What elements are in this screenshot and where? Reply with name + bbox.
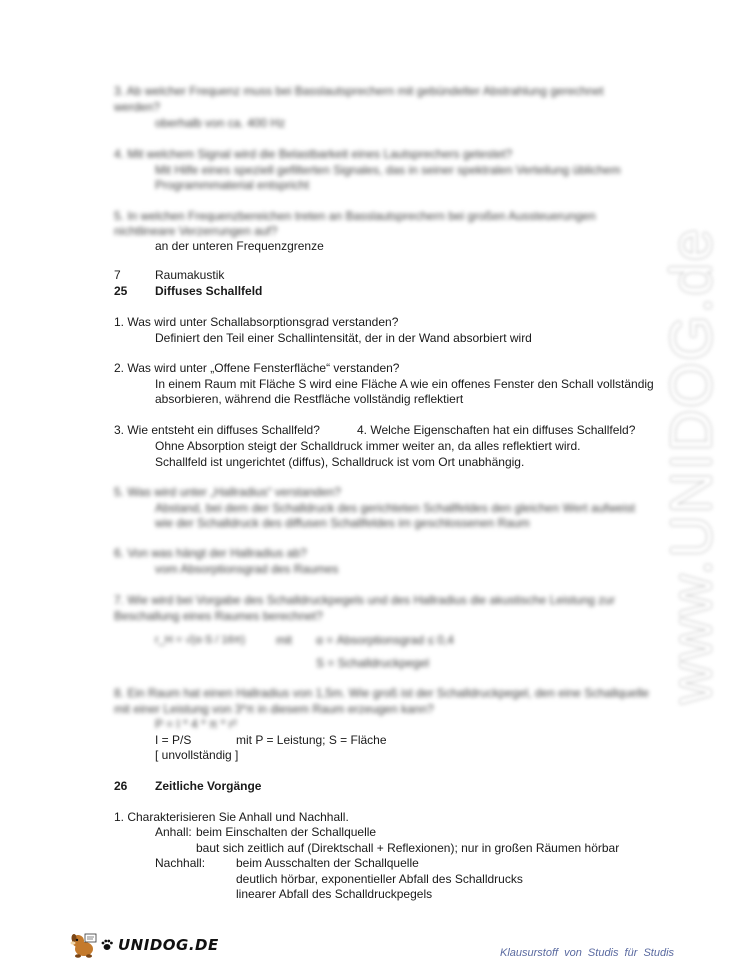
nachhall-label: Nachhall: (155, 856, 206, 870)
s25-question-4: 4. Welche Eigenschaften hat ein diffuses Schallfeld? (357, 423, 636, 437)
s25-question-2: 2. Was wird unter „Offene Fensterfläche“ verstanden? (114, 361, 400, 375)
s25-question-1: 1. Was wird unter Schallabsorptionsgrad verstanden? (114, 315, 399, 329)
intensity-formula-mit: mit P = Leistung; S = Fläche (236, 733, 387, 747)
s25-answer-4: Schallfeld ist ungerichtet (diffus), Schalldruck ist vom Ort unabhängig. (155, 455, 525, 469)
blurred-question-6: 6. Von was hängt der Hallradius ab? (114, 546, 307, 560)
paw-icon (100, 938, 114, 952)
anhall-line2: baut sich zeitlich auf (Direktschall + Reflexionen); nur in großen Räumen hörbar (196, 841, 620, 855)
blurred-answer-4-line1: Mit Hilfe eines speziell gefilterten Signales, das in seiner spektralen Verteilung üblichem (155, 163, 621, 177)
blurred-power-formula: P = I * 4 * π * r² (155, 717, 237, 731)
blurred-alpha-def: α = Absorptionsgrad ≤ 0,4 (316, 633, 454, 647)
blurred-answer-3: oberhalb von ca. 400 Hz (155, 116, 286, 130)
s26-question-1: 1. Charakterisieren Sie Anhall und Nachhall. (114, 810, 349, 824)
nachhall-line3: linearer Abfall des Schalldruckpegels (236, 887, 433, 901)
nachhall-line1: beim Ausschalten der Schallquelle (236, 856, 419, 870)
s25-answer-3: Ohne Absorption steigt der Schalldruck immer weiter an, da alles reflektiert wird. (155, 439, 581, 453)
dog-mascot-icon (68, 930, 98, 960)
blurred-answer-6: vom Absorptionsgrad des Raumes (155, 562, 339, 576)
nachhall-line2: deutlich hörbar, exponentieller Abfall des Schalldrucks (236, 872, 523, 886)
blurred-answer-5b-line2: wie der Schalldruck des diffusen Schallfeldes im geschlossenen Raum (155, 516, 530, 530)
blurred-question-3-cont: werden? (114, 100, 161, 114)
blurred-question-3: 3. Ab welcher Frequenz muss bei Basslautsprechern mit gebündelter Abstrahlung gerechnet (114, 84, 604, 98)
blurred-answer-5b-line1: Abstand, bei dem der Schalldruck des gerichteten Schallfeldes den gleichen Wert aufweist (155, 501, 636, 515)
blurred-answer-4-line2: Programmmaterial entspricht (155, 178, 310, 192)
answer-5: an der unteren Frequenzgrenze (155, 239, 324, 253)
section-7-title: Raumakustik (155, 268, 225, 282)
blurred-formula-mit: mit (276, 633, 292, 647)
section-25-number: 25 (114, 284, 128, 298)
blurred-s-def: S = Schalldruckpegel (316, 656, 430, 670)
unidog-logo (68, 930, 219, 960)
intensity-formula: I = P/S (155, 733, 192, 747)
blurred-question-7: 7. Wie wird bei Vorgabe des Schalldruckpegels und des Hallradius die akustische Leistung zur (114, 593, 615, 607)
anhall-line1: beim Einschalten der Schallquelle (196, 825, 377, 839)
incomplete-note: [ unvollständig ] (155, 748, 239, 762)
footer-tagline: Klausurstoff von Studis für Studis (500, 947, 675, 959)
blurred-question-4: 4. Mit welchem Signal wird die Belastbarkeit eines Lautsprechers getestet? (114, 147, 513, 161)
watermark (659, 226, 725, 704)
s25-answer-2-line1: In einem Raum mit Fläche S wird eine Fläche A wie ein offenes Fenster den Schall vollständig (155, 377, 654, 391)
blurred-question-5b: 5. Was wird unter „Hallradius“ verstanden? (114, 485, 341, 499)
section-7-number: 7 (114, 268, 121, 282)
s25-answer-2-line2: absorbieren, während die Restfläche vollständig reflektiert (155, 392, 464, 406)
blurred-question-8: 8. Ein Raum hat einen Hallradius von 1,5m. Wie groß ist der Schalldruckpegel, den eine Schallquelle (114, 686, 649, 700)
section-26-title: Zeitliche Vorgänge (155, 779, 262, 793)
blurred-question-5-cont: nichtlineare Verzerrungen auf? (114, 224, 278, 238)
anhall-label: Anhall: (155, 825, 192, 839)
section-25-title: Diffuses Schallfeld (155, 284, 263, 298)
section-26-number: 26 (114, 779, 128, 793)
blurred-question-7-cont: Beschallung eines Raumes berechnet? (114, 609, 323, 623)
watermark-text: www.UNIDOG.de (659, 226, 725, 704)
s25-question-3: 3. Wie entsteht ein diffuses Schallfeld? (114, 423, 320, 437)
blurred-question-8-cont: mit einer Leistung von 3*π in diesem Raum erzeugen kann? (114, 702, 434, 716)
blurred-question-5: 5. In welchen Frequenzbereichen treten an Basslautsprechern bei großen Aussteuerungen (114, 209, 596, 223)
blurred-formula-rh: r_H = √(α·S / 16π) (155, 634, 245, 646)
logo-text: UNIDOG.DE (118, 935, 219, 954)
s25-answer-1: Definiert den Teil einer Schallintensität, der in der Wand absorbiert wird (155, 331, 532, 345)
